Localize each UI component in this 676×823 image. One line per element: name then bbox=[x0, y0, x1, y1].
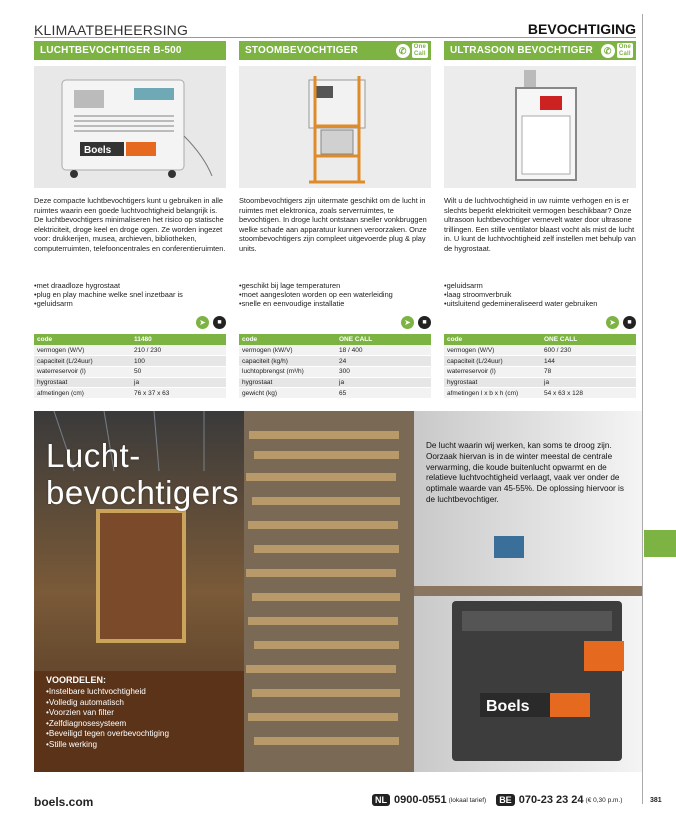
product-photo-stoom bbox=[239, 66, 431, 188]
spec-table bbox=[239, 334, 431, 399]
section-tab bbox=[644, 530, 676, 557]
spec-row: waterreservoir (l) 78 bbox=[444, 366, 636, 377]
nl-rate-note: (lokaal tarief) bbox=[448, 796, 487, 804]
benefit-item: • Volledig automatisch bbox=[46, 698, 169, 709]
product-title: ULTRASOON BEVOCHTIGER bbox=[450, 45, 593, 56]
product-title: LUCHTBEVOCHTIGER B-500 bbox=[40, 45, 182, 56]
spec-header-code: ONE CALL bbox=[336, 334, 431, 345]
spec-table bbox=[444, 334, 636, 399]
delivery-icon: ➤ bbox=[401, 316, 414, 329]
feature-list bbox=[239, 281, 431, 309]
spec-row: afmetingen (cm) 76 x 37 x 63 bbox=[34, 388, 226, 399]
website-link[interactable]: boels.com bbox=[34, 795, 94, 809]
spec-row: waterreservoir (l) 50 bbox=[34, 366, 226, 377]
spec-row: hygrostaat ja bbox=[34, 377, 226, 388]
feature-item: • geschikt bij lage temperaturen bbox=[239, 281, 431, 290]
feature-item: • plug en play machine welke snel inzetbaar is bbox=[34, 290, 226, 299]
spec-header-code: 11480 bbox=[131, 334, 226, 345]
benefit-item: • Voorzien van filter bbox=[46, 708, 169, 719]
benefits-list bbox=[46, 687, 169, 751]
spec-row: vermogen (kW/V) 18 / 400 bbox=[239, 345, 431, 356]
product-stoom bbox=[239, 41, 431, 397]
spec-header-label: code bbox=[444, 334, 541, 345]
onecall-badge: ✆ One Call bbox=[396, 43, 428, 58]
benefit-item: • Instelbare luchtvochtigheid bbox=[46, 687, 169, 698]
feature-list bbox=[34, 281, 226, 309]
page-edge-line bbox=[642, 14, 643, 804]
spec-table bbox=[34, 334, 226, 399]
phone-icon: ✆ bbox=[601, 44, 615, 58]
nl-phone[interactable]: 0900-0551 bbox=[394, 794, 447, 806]
nl-badge: NL bbox=[372, 794, 390, 806]
phone-icon: ✆ bbox=[396, 44, 410, 58]
benefits-title: VOORDELEN: bbox=[46, 675, 107, 685]
contact-numbers bbox=[372, 794, 632, 806]
benefit-item: • Zelfdiagnosesysteem bbox=[46, 719, 169, 730]
spec-row: hygrostaat ja bbox=[444, 377, 636, 388]
product-title-bar bbox=[34, 41, 226, 60]
category-title: BEVOCHTIGING bbox=[527, 21, 636, 37]
spec-header-label: code bbox=[34, 334, 131, 345]
spec-row: afmetingen l x b x h (cm) 54 x 63 x 128 bbox=[444, 388, 636, 399]
spec-row: capaciteit (kg/h) 24 bbox=[239, 356, 431, 367]
feature-item: • geluidsarm bbox=[34, 299, 226, 308]
truck-icon: ■ bbox=[213, 316, 226, 329]
section-title: KLIMAATBEHEERSING bbox=[34, 22, 189, 38]
truck-icon: ■ bbox=[418, 316, 431, 329]
delivery-icon: ➤ bbox=[196, 316, 209, 329]
service-icons bbox=[196, 316, 226, 329]
header-divider bbox=[34, 37, 636, 38]
feature-item: • moet aangesloten worden op een waterleiding bbox=[239, 290, 431, 299]
banner-brand-text: Boels bbox=[486, 698, 530, 715]
spec-row: capaciteit (L/24uur) 144 bbox=[444, 356, 636, 367]
spec-row: vermogen (W/V) 210 / 230 bbox=[34, 345, 226, 356]
spec-row: hygrostaat ja bbox=[239, 377, 431, 388]
benefit-item: • Beveiligd tegen overbevochtiging bbox=[46, 729, 169, 740]
hero-banner bbox=[34, 411, 642, 772]
product-photo-b500 bbox=[34, 66, 226, 188]
product-title-bar bbox=[444, 41, 636, 60]
feature-item: • laag stroomverbruik bbox=[444, 290, 636, 299]
banner-title: Lucht- bevochtigers bbox=[46, 437, 240, 511]
brand-text: Boels bbox=[84, 145, 112, 156]
truck-icon: ■ bbox=[623, 316, 636, 329]
delivery-icon: ➤ bbox=[606, 316, 619, 329]
banner-intro-text: De lucht waarin wij werken, kan soms te droog zijn. Oorzaak hiervan is in de winter meestal de centrale verwarming, die koude buitenlucht opwarmt en de relatieve luchtvochtigheid verlaagt, vaak ver onder de optimale waarde van 45-55%. De oplossing hiervoor is de luchtbevochtiger. bbox=[426, 441, 624, 504]
feature-item: • met draadloze hygrostaat bbox=[34, 281, 226, 290]
service-icons bbox=[401, 316, 431, 329]
spec-header-code: ONE CALL bbox=[541, 334, 636, 345]
spec-row: capaciteit (L/24uur) 100 bbox=[34, 356, 226, 367]
spec-header-label: code bbox=[239, 334, 336, 345]
spec-row: luchtopbrengst (m³/h) 300 bbox=[239, 366, 431, 377]
be-phone[interactable]: 070-23 23 24 bbox=[518, 794, 584, 806]
benefit-item: • Stille werking bbox=[46, 740, 169, 751]
service-icons bbox=[606, 316, 636, 329]
spec-row: vermogen (W/V) 600 / 230 bbox=[444, 345, 636, 356]
spec-row: gewicht (kg) 65 bbox=[239, 388, 431, 399]
feature-list bbox=[444, 281, 636, 309]
feature-item: • snelle en eenvoudige installatie bbox=[239, 299, 431, 308]
be-rate-note: (€ 0,30 p.m.) bbox=[585, 796, 623, 804]
be-badge: BE bbox=[496, 794, 515, 806]
product-title-bar bbox=[239, 41, 431, 60]
product-description: Deze compacte luchtbevochtigers kunt u gebruiken in alle ruimtes waarin een goede luchtvochtigheid belangrijk is. De luchtbevochtigers minimaliseren het risico op statische elektriciteit, droge keel en droge ogen. Ze worden ingezet voor: drukkerijen, musea, archieven, bibliotheken, computerruimten, telefooncentrales en conferentieruimten. bbox=[34, 196, 226, 253]
onecall-badge: ✆ One Call bbox=[601, 43, 633, 58]
page-number: 381 bbox=[650, 797, 662, 804]
product-b500 bbox=[34, 41, 226, 397]
product-description: Wilt u de luchtvochtigheid in uw ruimte verhogen en is er slechts beperkt elektriciteit vermogen beschikbaar? Onze ultrasoon luchtbevochtiger vernevelt water door ultrasone trillingen. Een stille ventilator blaast vocht als mist de lucht in. U kunt de luchtvochtigheid zelf instellen met behulp van de hygrostaat. bbox=[444, 196, 636, 253]
product-description: Stoombevochtigers zijn uitermate geschikt om de lucht in ruimtes met elektronica, zoals serverruimtes, te bevochtigen. In droge lucht ontstaan sneller vonkbruggen welke schade aan apparatuur kunnen veroorzaken. Onze stoombevochtigers zijn compleet uitgevoerde plug & play units. bbox=[239, 196, 427, 253]
product-photo-ultrasoon bbox=[444, 66, 636, 188]
product-ultrasoon bbox=[444, 41, 636, 397]
feature-item: • geluidsarm bbox=[444, 281, 636, 290]
feature-item: • uitsluitend gedemineraliseerd water gebruiken bbox=[444, 299, 636, 308]
product-title: STOOMBEVOCHTIGER bbox=[245, 45, 359, 56]
benefits-box bbox=[46, 675, 169, 751]
